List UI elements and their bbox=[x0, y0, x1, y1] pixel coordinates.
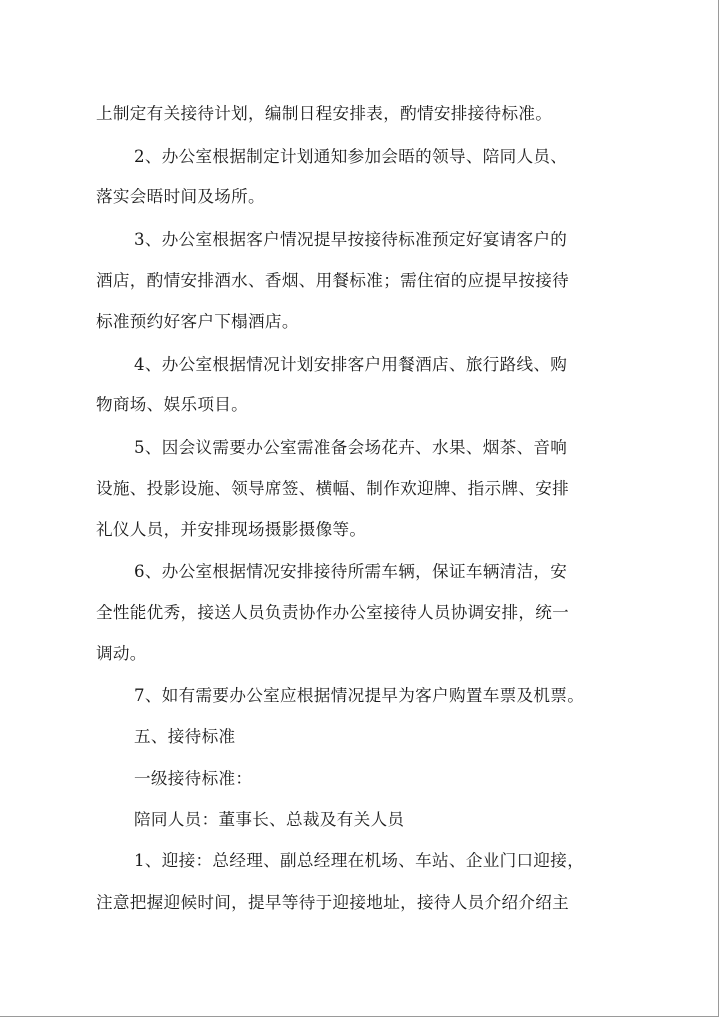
text-line: 1、迎接：总经理、副总经理在机场、车站、企业门口迎接， bbox=[134, 851, 585, 870]
text-line: 3、办公室根据客户情况提早按接待标准预定好宴请客户的 bbox=[134, 230, 568, 249]
text-line: 标准预约好客户下榻酒店。 bbox=[96, 312, 299, 331]
text-line: 陪同人员：董事长、总裁及有关人员 bbox=[134, 810, 405, 829]
text-line: 6、办公室根据情况安排接待所需车辆，保证车辆清洁，安 bbox=[134, 562, 568, 581]
text-line: 7、如有需要办公室应根据情况提早为客户购置车票及机票。 bbox=[134, 686, 585, 705]
text-line: 调动。 bbox=[96, 644, 147, 663]
text-line: 落实会晤时间及场所。 bbox=[96, 187, 265, 206]
text-line: 5、因会议需要办公室需准备会场花卉、水果、烟茶、音响 bbox=[134, 438, 568, 457]
text-line: 上制定有关接待计划，编制日程安排表，酌情安排接待标准。 bbox=[96, 104, 553, 123]
text-line: 4、办公室根据情况计划安排客户用餐酒店、旅行路线、购 bbox=[134, 355, 568, 374]
text-line: 礼仪人员，并安排现场摄影摄像等。 bbox=[96, 520, 367, 539]
section-heading: 五、接待标准 bbox=[134, 727, 236, 746]
text-line: 物商场、娱乐项目。 bbox=[96, 395, 249, 414]
text-line: 设施、投影设施、领导席签、横幅、制作欢迎牌、指示牌、安排 bbox=[96, 479, 570, 498]
text-line: 2、办公室根据制定计划通知参加会晤的领导、陪同人员、 bbox=[134, 147, 568, 166]
text-line: 全性能优秀，接送人员负责协作办公室接待人员协调安排，统一 bbox=[96, 603, 570, 622]
subsection-heading: 一级接待标准： bbox=[134, 769, 253, 788]
text-line: 酒店，酌情安排酒水、香烟、用餐标准；需住宿的应提早按接待 bbox=[96, 271, 570, 290]
text-line: 注意把握迎候时间，提早等待于迎接地址，接待人员介绍介绍主 bbox=[96, 893, 570, 912]
